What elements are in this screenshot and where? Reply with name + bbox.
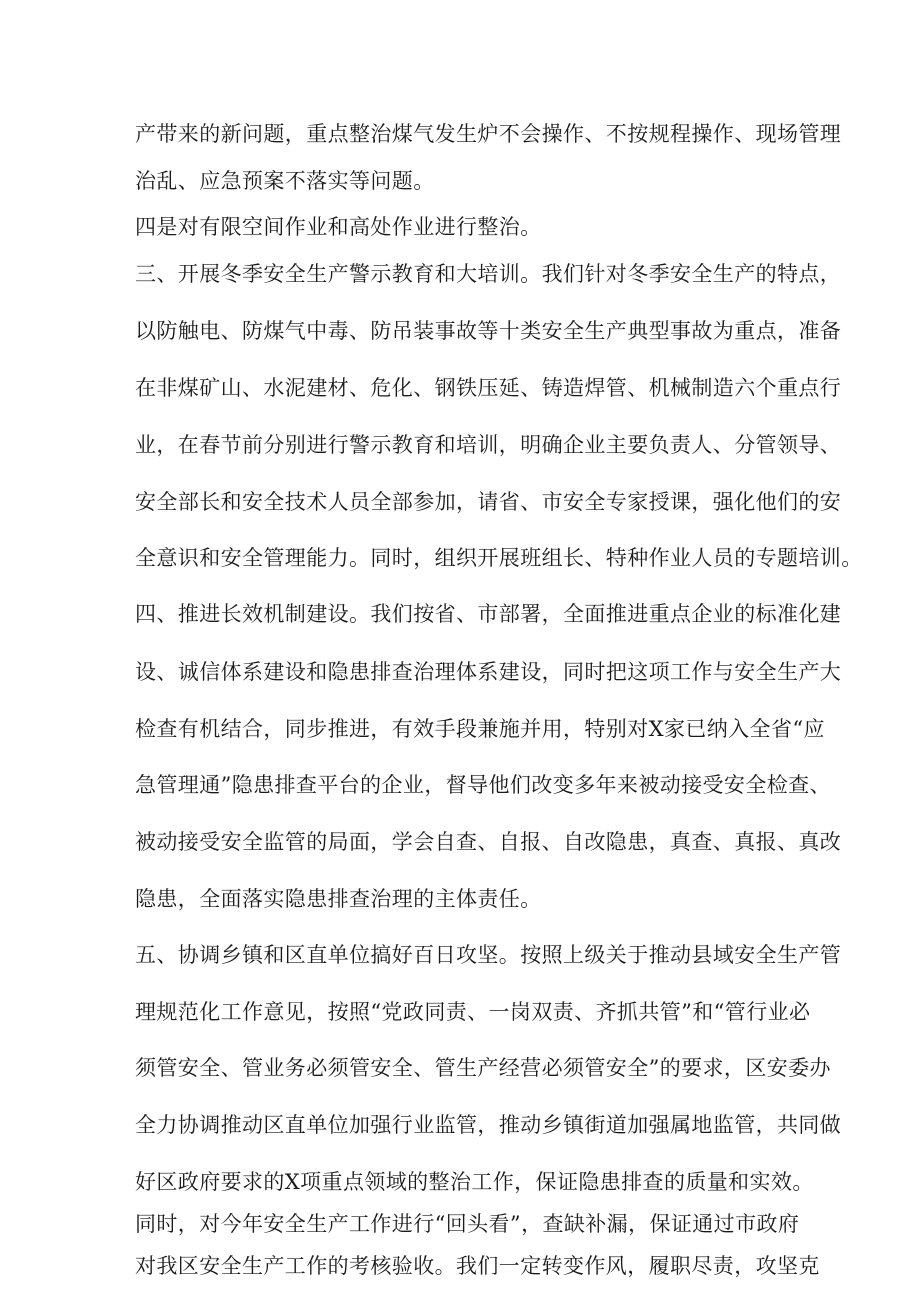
text-line: 隐患，全面落实隐患排查治理的主体责任。 xyxy=(135,887,542,911)
text-line: 理规范化工作意见，按照“党政同责、一岗双责、齐抓共管”和“管行业必 xyxy=(135,1000,811,1024)
text-line: 设、诚信体系建设和隐患排查治理体系建设，同时把这项工作与安全生产大 xyxy=(135,660,842,684)
text-line: 同时，对今年安全生产工作进行“回头看”，查缺补漏，保证通过市政府 xyxy=(135,1212,800,1236)
text-line: 产带来的新问题，重点整治煤气发生炉不会操作、不按规程操作、现场管理 xyxy=(135,122,842,146)
text-line: 安全部长和安全技术人员全部参加，请省、市安全专家授课，强化他们的安 xyxy=(135,490,842,514)
text-line: 四、推进长效机制建设。我们按省、市部署，全面推进重点企业的标准化建 xyxy=(135,602,842,626)
text-line: 以防触电、防煤气中毒、防吊装事故等十类安全生产典型事故为重点，准备 xyxy=(135,319,842,343)
text-line: 业，在春节前分别进行警示教育和培训，明确企业主要负责人、分管领导、 xyxy=(135,433,842,457)
text-line: 急管理通”隐患排查平台的企业，督导他们改变多年来被动接受安全检查、 xyxy=(135,773,831,797)
text-line: 四是对有限空间作业和高处作业进行整治。 xyxy=(135,215,542,239)
text-line: 全力协调推动区直单位加强行业监管，推动乡镇街道加强属地监管，共同做 xyxy=(135,1113,842,1137)
text-line: 治乱、应急预案不落实等问题。 xyxy=(135,169,435,193)
text-line: 被动接受安全监管的局面，学会自查、自报、自改隐患，真查、真报、真改 xyxy=(135,830,842,854)
text-line: 五、协调乡镇和区直单位搞好百日攻坚。按照上级关于推动县域安全生产管 xyxy=(135,943,842,967)
text-line: 三、开展冬季安全生产警示教育和大培训。我们针对冬季安全生产的特点， xyxy=(135,262,842,286)
text-line: 全意识和安全管理能力。同时，组织开展班组长、特种作业人员的专题培训。 xyxy=(135,546,863,570)
text-line: 在非煤矿山、水泥建材、危化、钢铁压延、铸造焊管、机械制造六个重点行 xyxy=(135,376,842,400)
text-line: 须管安全、管业务必须管安全、管生产经营必须管安全”的要求，区安委办 xyxy=(135,1056,831,1080)
text-line: 检查有机结合，同步推进，有效手段兼施并用，特别对X家已纳入全省“应 xyxy=(135,717,825,741)
text-line: 好区政府要求的X项重点领域的整治工作，保证隐患排查的质量和实效。 xyxy=(135,1170,814,1194)
text-line: 对我区安全生产工作的考核验收。我们一定转变作风，履职尽责，攻坚克 xyxy=(135,1254,820,1278)
